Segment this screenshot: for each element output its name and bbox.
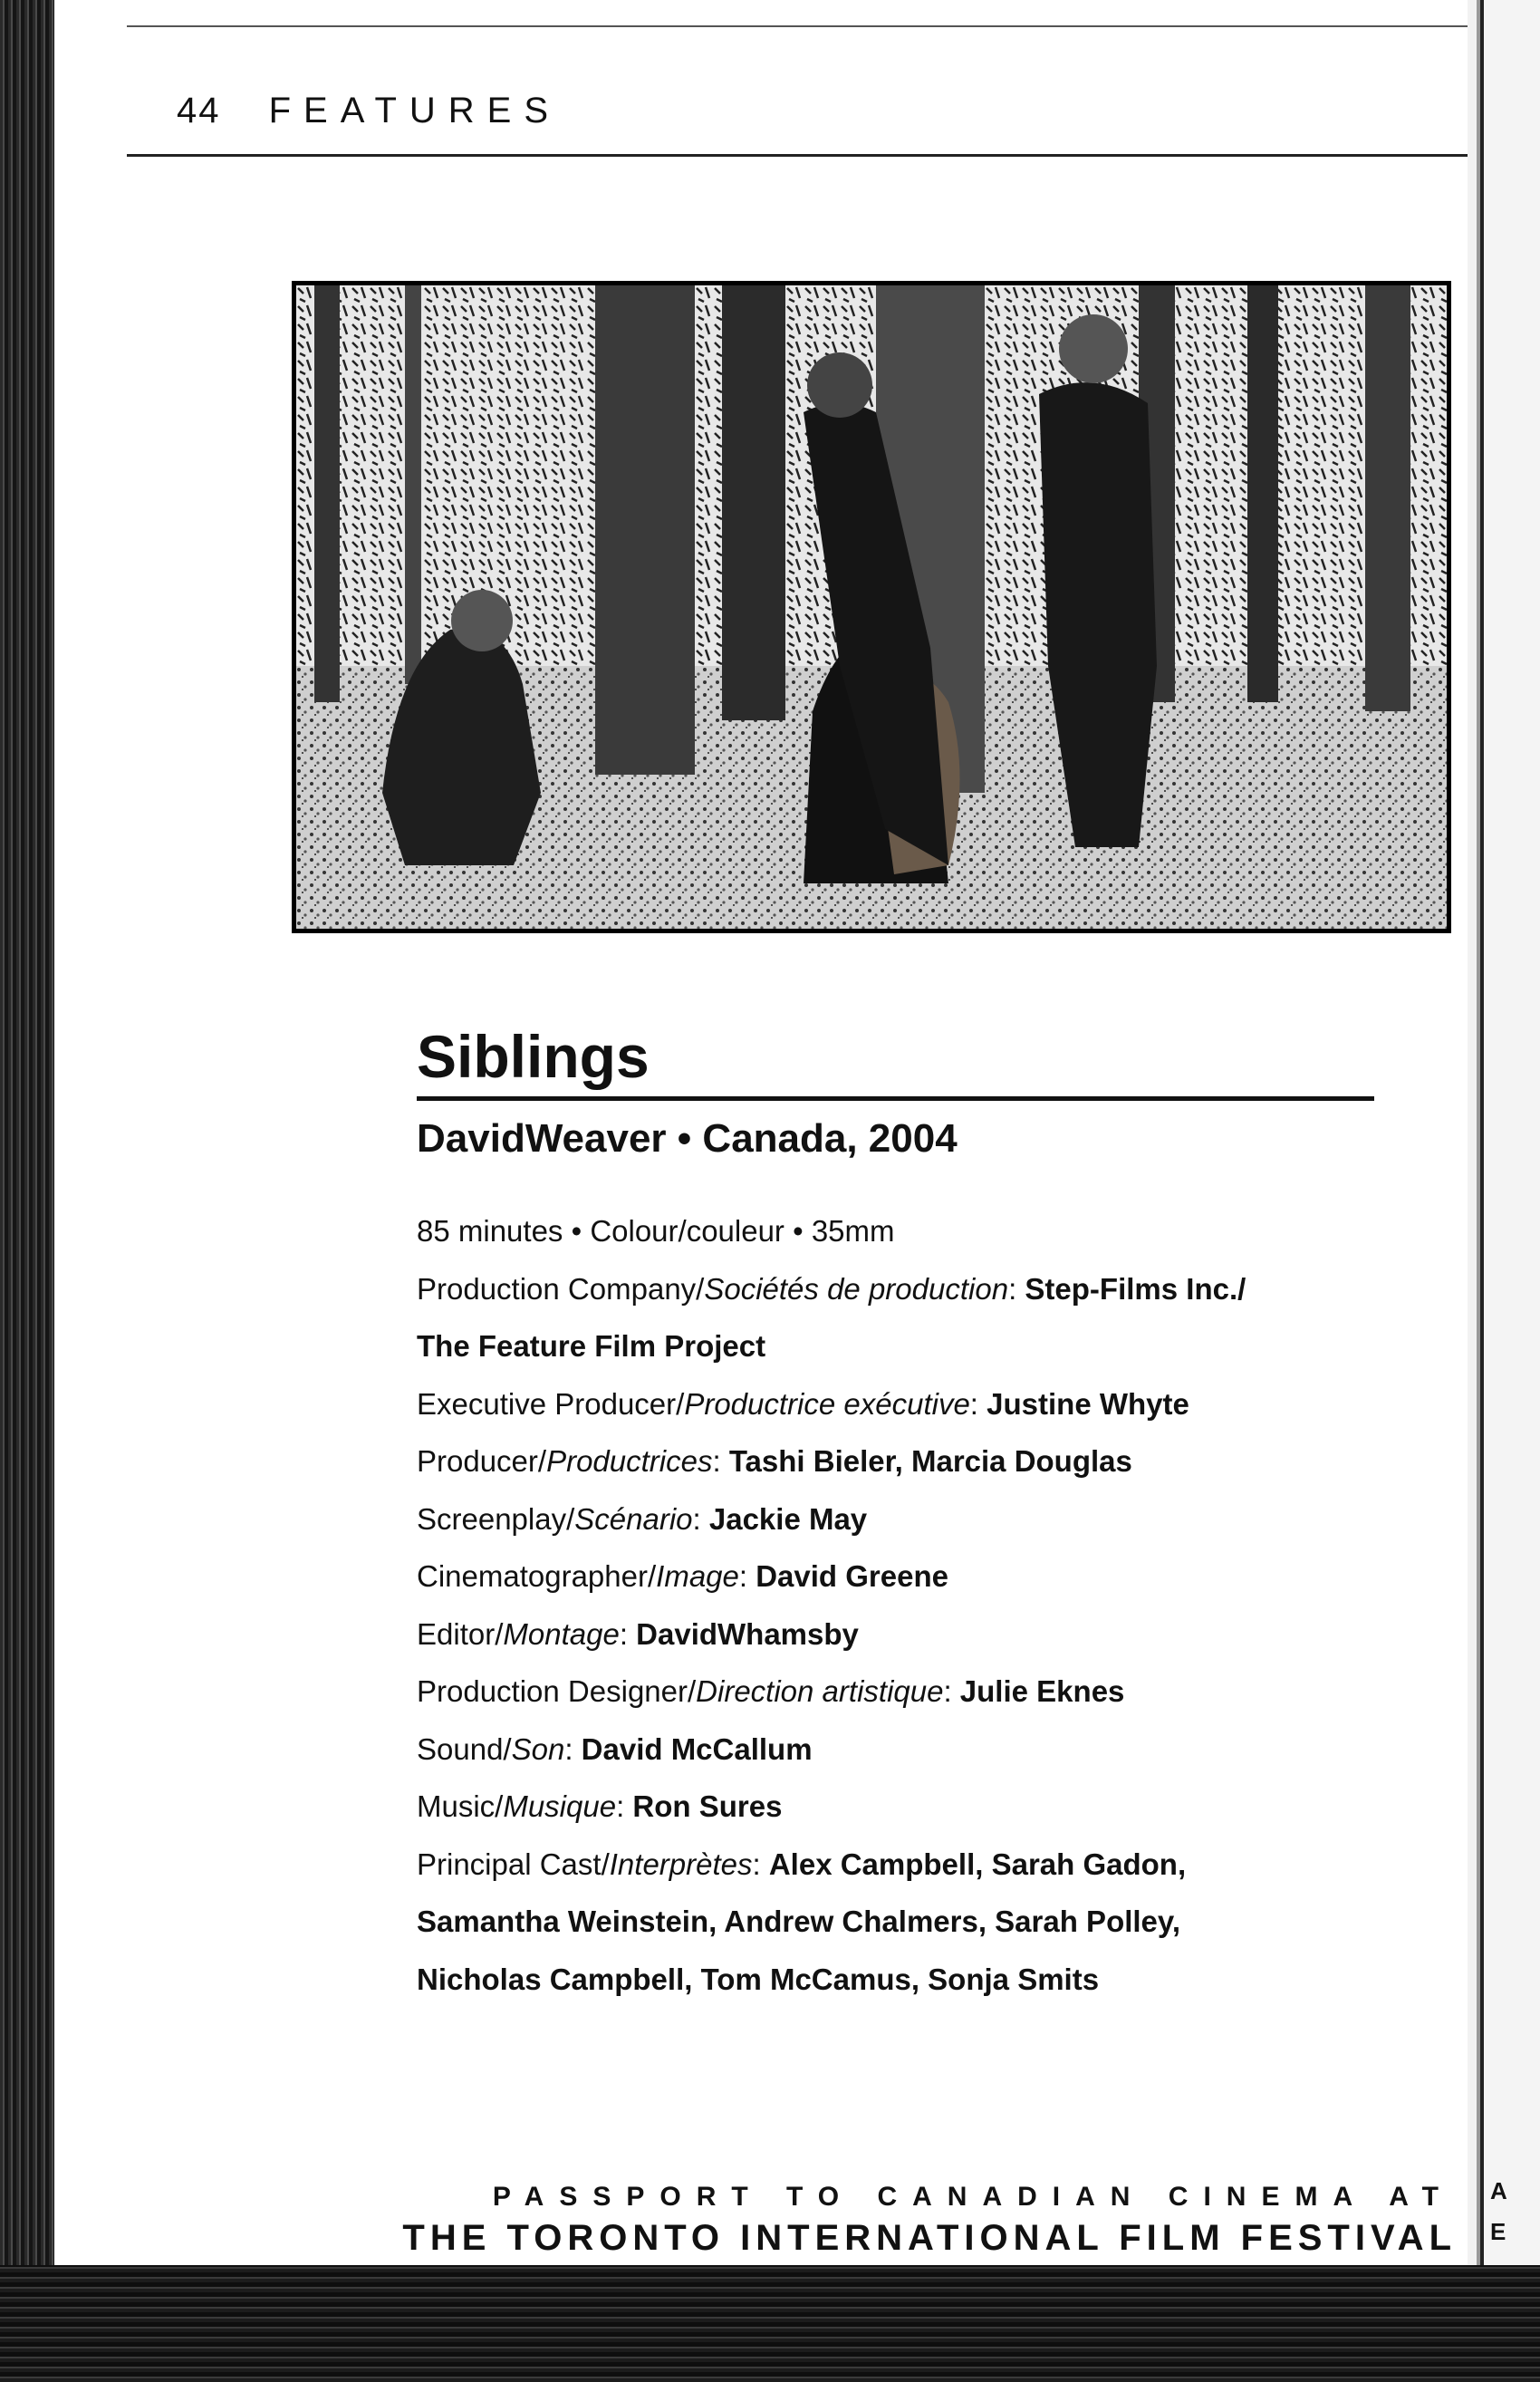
credit-label: Editor/ xyxy=(417,1616,504,1651)
film-director-country-year: DavidWeaver • Canada, 2004 xyxy=(417,1116,958,1161)
credit-label-french: Interprètes xyxy=(609,1847,753,1881)
credit-line: Cinematographer/Image: David Greene xyxy=(417,1559,948,1593)
header-rule xyxy=(127,154,1468,157)
credit-label-french: Montage xyxy=(503,1616,620,1651)
credit-line: Producer/Productrices: Tashi Bieler, Marcia Douglas xyxy=(417,1444,1132,1478)
film-still-photo xyxy=(292,281,1451,933)
credit-line: Music/Musique: Ron Sures xyxy=(417,1789,783,1823)
next-page-fragment-top: A xyxy=(1490,2177,1513,2204)
credit-label: Screenplay/ xyxy=(417,1501,575,1536)
credit-value: David McCallum xyxy=(581,1731,813,1766)
credit-value: Ron Sures xyxy=(632,1789,783,1823)
section-title: FEATURES xyxy=(268,91,562,130)
credit-value: Jackie May xyxy=(708,1501,868,1536)
scan-left-edge xyxy=(0,0,54,2382)
footer-tagline: PASSPORT TO CANADIAN CINEMA AT xyxy=(492,2182,1454,2212)
credit-line: Sound/Son: David McCallum xyxy=(417,1731,813,1766)
credit-label-french: Direction artistique xyxy=(696,1674,944,1708)
credit-value: David Greene xyxy=(756,1559,948,1593)
credit-value: Nicholas Campbell, Tom McCamus, Sonja Smits xyxy=(417,1962,1100,1996)
credit-line xyxy=(417,1905,1440,1962)
credit-value: Tashi Bieler, Marcia Douglas xyxy=(728,1444,1132,1478)
credit-line: Production Company/Sociétés de production: Step-Films Inc./ xyxy=(417,1271,1246,1306)
credit-label-french: Productrice exécutive xyxy=(684,1386,970,1421)
header-top-rule xyxy=(127,25,1468,27)
scan-bottom-edge xyxy=(0,2265,1540,2382)
credit-value: Step-Films Inc./ xyxy=(1025,1271,1246,1306)
credit-line: Editor/Montage: DavidWhamsby xyxy=(417,1616,859,1651)
film-title: Siblings xyxy=(417,1023,650,1090)
credit-label-french: Son xyxy=(511,1731,565,1766)
title-rule xyxy=(417,1096,1374,1101)
credit-line: Production Designer/Direction artistique: Julie Eknes xyxy=(417,1674,1125,1708)
credit-value: DavidWhamsby xyxy=(636,1616,859,1651)
next-page-fragment-bottom: E xyxy=(1490,2218,1512,2245)
credit-value: Samantha Weinstein, Andrew Chalmers, Sarah Polley, xyxy=(417,1905,1180,1938)
scan-right-edge xyxy=(1468,0,1540,2382)
credit-label-french: Musique xyxy=(503,1789,617,1823)
credit-label-french: Productrices xyxy=(546,1444,713,1478)
credit-line: Screenplay/Scénario: Jackie May xyxy=(417,1501,868,1536)
film-credits xyxy=(417,1214,1440,2020)
credit-label: Sound/ xyxy=(417,1731,512,1766)
page-header xyxy=(177,91,561,131)
credit-value: Julie Eknes xyxy=(959,1674,1125,1708)
credit-label: Music/ xyxy=(417,1789,504,1823)
credit-value: Alex Campbell, Sarah Gadon, xyxy=(768,1847,1187,1881)
film-specs: 85 minutes • Colour/couleur • 35mm xyxy=(417,1214,895,1248)
footer-festival: THE TORONTO INTERNATIONAL FILM FESTIVAL xyxy=(402,2218,1457,2258)
credit-line: Principal Cast/Interprètes: Alex Campbell, Sarah Gadon, xyxy=(417,1847,1187,1881)
credit-label-french: Image xyxy=(656,1559,739,1593)
credit-line xyxy=(417,1962,1440,2020)
credit-line xyxy=(417,1329,1440,1387)
film-still-image xyxy=(296,285,1447,929)
credit-label: Production Designer/ xyxy=(417,1674,697,1708)
credit-label: Principal Cast/ xyxy=(417,1847,610,1881)
credit-label: Producer/ xyxy=(417,1444,547,1478)
credit-label-french: Sociétés de production xyxy=(704,1271,1009,1306)
credit-value: Justine Whyte xyxy=(987,1386,1189,1421)
credit-label: Production Company/ xyxy=(417,1271,705,1306)
credit-label-french: Scénario xyxy=(574,1501,693,1536)
credit-value: The Feature Film Project xyxy=(417,1329,766,1363)
credit-line: Executive Producer/Productrice exécutive: Justine Whyte xyxy=(417,1386,1189,1421)
page-number: 44 xyxy=(177,91,221,130)
credit-label: Cinematographer/ xyxy=(417,1559,657,1593)
credit-label: Executive Producer/ xyxy=(417,1386,685,1421)
